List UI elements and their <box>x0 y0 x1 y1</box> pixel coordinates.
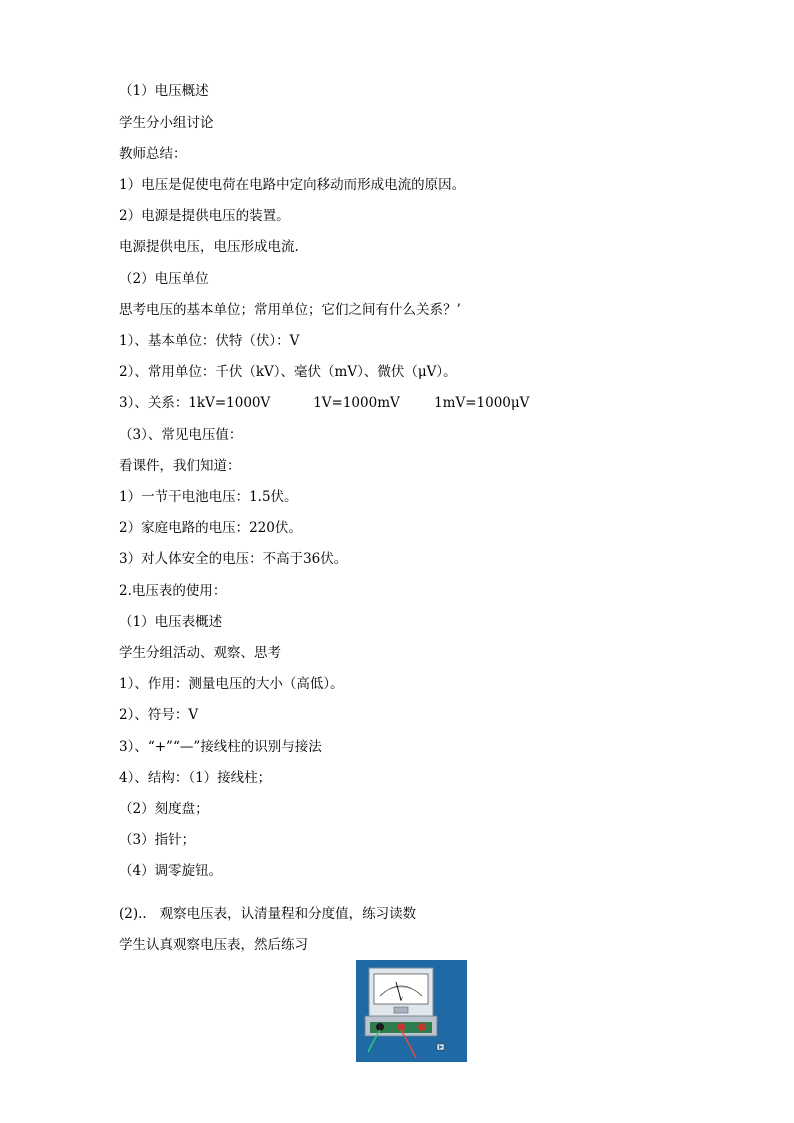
text-line: 电源提供电压，电压形成电流. <box>119 239 299 255</box>
text-line: 3）对人体安全的电压：不高于36伏。 <box>119 551 348 567</box>
text-line: 思考电压的基本单位；常用单位；它们之间有什么关系？’ <box>119 302 461 318</box>
text-line: （2）刻度盘； <box>119 801 209 817</box>
text-line: 1）一节干电池电压：1.5伏。 <box>119 489 298 505</box>
text-line: 2）家庭电路的电压：220伏。 <box>119 520 302 536</box>
text-line: 学生分小组讨论 <box>119 115 214 131</box>
text-line: 学生认真观察电压表，然后练习 <box>119 937 308 953</box>
text-line: 教师总结： <box>119 146 187 162</box>
text-line: 3）、关系：1kV=1000V 1V=1000mV 1mV=1000μV <box>119 395 530 411</box>
section-heading-voltmeter-overview: （1）电压表概述 <box>119 614 223 630</box>
voltmeter-illustration <box>356 960 467 1062</box>
voltmeter-image <box>356 960 467 1062</box>
text-line: 1）电压是促使电荷在电路中定向移动而形成电流的原因。 <box>119 177 466 193</box>
text-line: 4）、结构：（1）接线柱； <box>119 770 272 786</box>
text-line: 看课件，我们知道： <box>119 458 241 474</box>
text-line: （3）指针； <box>119 832 196 848</box>
plus-terminal-2 <box>418 1023 426 1031</box>
section-heading-common-voltages: （3）、常见电压值： <box>119 427 243 443</box>
section-heading-voltmeter-use: 2.电压表的使用： <box>119 583 227 599</box>
text-line: 学生分组活动、观察、思考 <box>119 645 281 661</box>
text-line: 1）、作用：测量电压的大小（高低）。 <box>119 676 344 692</box>
text-line: 2）、常用单位：千伏（kV）、毫伏（mV）、微伏（μV）。 <box>119 364 457 380</box>
text-line: 3）、“+”“—”接线柱的识别与接法 <box>119 739 322 755</box>
minus-terminal <box>376 1023 384 1031</box>
plus-terminal-1 <box>397 1023 405 1031</box>
section-heading-observe-voltmeter: (2).. 观察电压表，认清量程和分度值，练习读数 <box>119 906 417 922</box>
text-line: 2）、符号：V <box>119 707 199 723</box>
zero-adjust-knob <box>394 1007 408 1013</box>
text-line: （4）调零旋钮。 <box>119 863 223 879</box>
meter-symbol: V <box>399 997 403 1003</box>
section-heading-voltage-unit: （2）电压单位 <box>119 271 209 287</box>
text-line: 2）电源是提供电压的装置。 <box>119 208 290 224</box>
text-line: 1）、基本单位：伏特（伏）：V <box>119 333 300 349</box>
section-heading-voltage-overview: （1）电压概述 <box>119 83 209 99</box>
